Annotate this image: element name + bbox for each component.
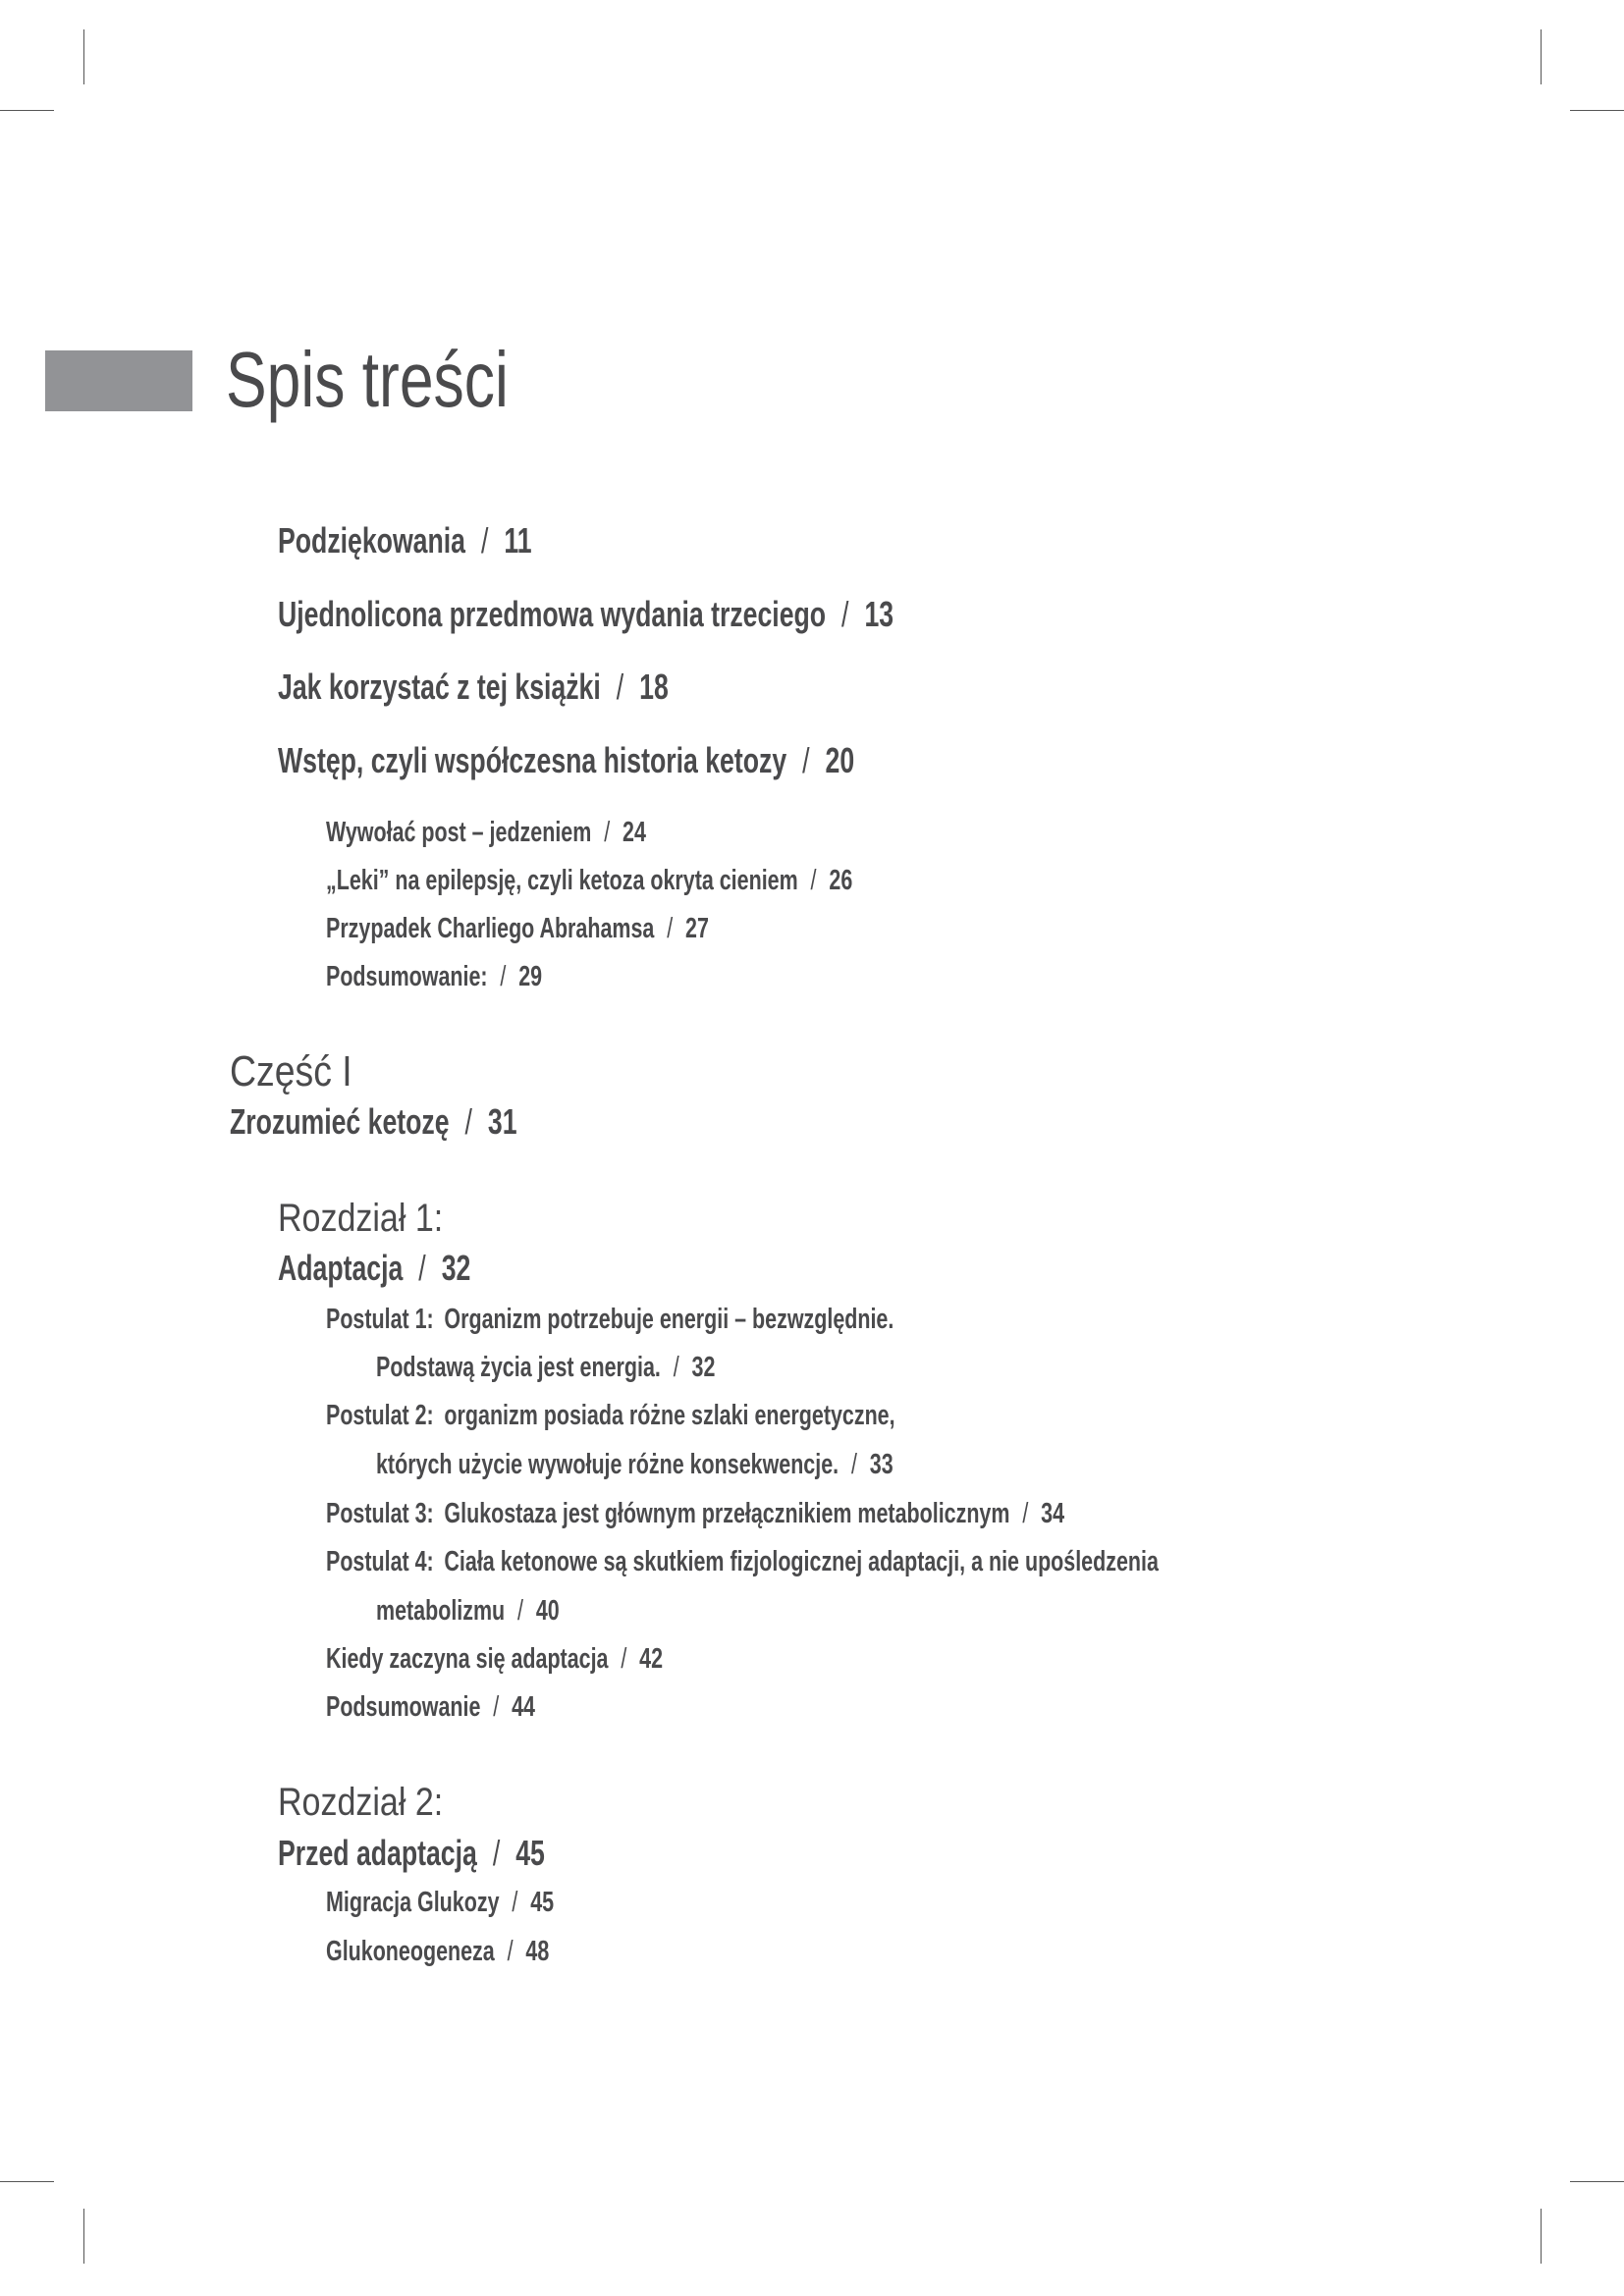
toc-subentry[interactable]: Przypadek Charliego Abrahamsa / 27 (326, 913, 709, 944)
crop-mark (0, 110, 54, 111)
toc-subentry[interactable]: Postulat 2: organizm posiada różne szlaki energetyczne, (326, 1400, 895, 1431)
toc-subentry[interactable]: Postulat 1: Organizm potrzebuje energii – bezwzględnie. (326, 1304, 894, 1335)
crop-mark (83, 2209, 84, 2264)
toc-subentry[interactable]: Postulat 3: Glukostaza jest głównym przełącznikiem metabolicznym / 34 (326, 1498, 1065, 1529)
part-label: Część I (230, 1047, 352, 1095)
crop-mark (83, 29, 84, 84)
toc-subentry[interactable]: „Leki” na epilepsję, czyli ketoza okryta cieniem / 26 (326, 865, 853, 896)
toc-subentry[interactable]: Kiedy zaczyna się adaptacja / 42 (326, 1643, 664, 1675)
toc-subentry-continuation[interactable]: których użycie wywołuje różne konsekwencje. / 33 (376, 1449, 893, 1480)
title-accent-bar (45, 350, 192, 411)
crop-mark (1541, 29, 1542, 84)
toc-entry[interactable]: Jak korzystać z tej książki / 18 (278, 667, 669, 707)
chapter-title[interactable]: Adaptacja / 32 (278, 1248, 471, 1288)
crop-mark (0, 2181, 54, 2182)
crop-mark (1541, 2209, 1542, 2264)
toc-entry[interactable]: Wstęp, czyli współczesna historia ketozy / 20 (278, 740, 855, 780)
toc-entry[interactable]: Ujednolicona przedmowa wydania trzeciego / 13 (278, 594, 894, 634)
toc-subentry[interactable]: Podsumowanie / 44 (326, 1691, 535, 1723)
toc-subentry[interactable]: Podsumowanie: / 29 (326, 961, 543, 992)
chapter-label: Rozdział 2: (278, 1781, 444, 1824)
crop-mark (1570, 2181, 1624, 2182)
toc-subentry[interactable]: Wywołać post – jedzeniem / 24 (326, 817, 646, 848)
page-title: Spis treści (226, 336, 509, 423)
toc-subentry[interactable]: Glukoneogeneza / 48 (326, 1936, 550, 1967)
chapter-label: Rozdział 1: (278, 1197, 444, 1240)
toc-subentry-continuation[interactable]: metabolizmu / 40 (376, 1595, 560, 1627)
chapter-title[interactable]: Przed adaptacją / 45 (278, 1833, 545, 1873)
toc-subentry-continuation[interactable]: Podstawą życia jest energia. / 32 (376, 1352, 716, 1383)
crop-mark (1570, 110, 1624, 111)
toc-subentry[interactable]: Postulat 4: Ciała ketonowe są skutkiem fizjologicznej adaptacji, a nie upośledzenia (326, 1546, 1159, 1577)
part-title[interactable]: Zrozumieć ketozę / 31 (230, 1101, 517, 1142)
toc-subentry[interactable]: Migracja Glukozy / 45 (326, 1887, 555, 1918)
toc-entry[interactable]: Podziękowania / 11 (278, 520, 532, 561)
